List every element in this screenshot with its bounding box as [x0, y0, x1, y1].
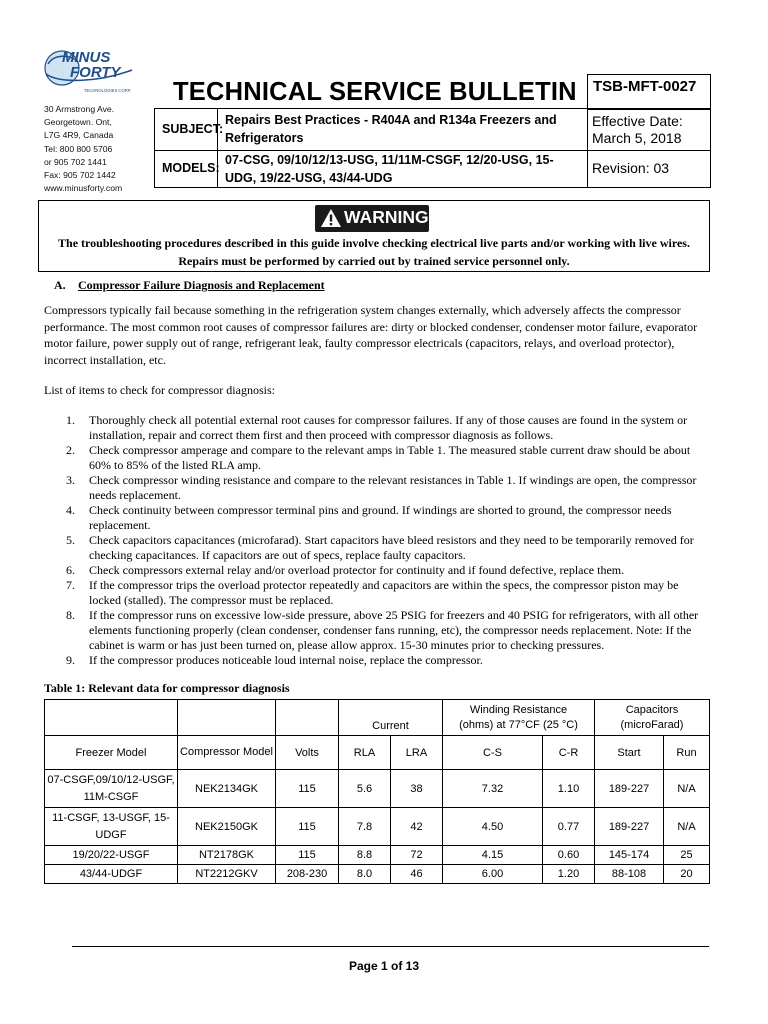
list-item	[44, 653, 712, 668]
table-cell: 4.50	[443, 808, 543, 846]
group-header-winding-line1: Winding Resistance	[469, 704, 568, 716]
table-cell: 43/44-UDGF	[45, 865, 178, 884]
table-cell: 189-227	[595, 770, 664, 808]
table-cell: 8.8	[339, 846, 391, 865]
column-header-lra: LRA	[391, 736, 443, 770]
table-cell: 8.0	[339, 865, 391, 884]
table-cell-empty	[276, 700, 339, 736]
address-line: L7G 4R9, Canada	[44, 130, 114, 141]
table-cell: 145-174	[595, 846, 664, 865]
address-line: Tel: 800 800 5706	[44, 143, 113, 154]
table-cell: 115	[276, 808, 339, 846]
table-caption: Table 1: Relevant data for compressor diagnosis	[44, 681, 290, 695]
section-letter: A.	[54, 278, 66, 292]
company-address	[44, 103, 122, 195]
table-cell: 25	[664, 846, 710, 865]
table-cell: 19/20/22-USGF	[45, 846, 178, 865]
item-text: Check continuity between compressor terminal pins and ground. If windings are shorted to ground, the compressor needs replacement.	[89, 503, 672, 532]
group-header-capacitors-line1: Capacitors	[625, 704, 679, 716]
table-group-header-row	[45, 700, 710, 736]
revision: Revision: 03	[592, 160, 670, 176]
table-cell: 42	[391, 808, 443, 846]
item-number: 4.	[66, 503, 75, 517]
table-cell-empty	[178, 700, 276, 736]
effective-date: March 5, 2018	[592, 130, 682, 146]
compressor-data-table	[44, 699, 710, 884]
warning-message: The troubleshooting procedures described in this guide involve checking electrical live parts and/or working with live wires. Repairs must be performed by carried out by trained service personnel only.	[58, 236, 690, 268]
column-header-freezer-model: Freezer Model	[45, 736, 178, 770]
table-row	[45, 865, 710, 884]
item-text: If the compressor trips the overload protector repeatedly and capacitors are within the specs, the compressor piston may be locked (stalled). The compressor must be replaced.	[89, 578, 679, 607]
table-cell: 7.8	[339, 808, 391, 846]
table-cell: 20	[664, 865, 710, 884]
list-intro: List of items to check for compressor diagnosis:	[44, 383, 275, 397]
logo-line1: MINUS	[62, 49, 111, 66]
item-number: 3.	[66, 473, 75, 487]
table-cell: 11-CSGF, 13-USGF, 15-UDGF	[45, 808, 178, 846]
table-cell: 1.20	[543, 865, 595, 884]
table-cell: 46	[391, 865, 443, 884]
table-row	[45, 770, 710, 808]
group-header-winding	[443, 700, 595, 736]
item-number: 2.	[66, 443, 75, 457]
effective-date-label: Effective Date:	[592, 113, 683, 129]
table-cell: 0.77	[543, 808, 595, 846]
company-logo	[40, 44, 140, 96]
item-number: 5.	[66, 533, 75, 547]
table-cell: 115	[276, 846, 339, 865]
item-text: Check compressor winding resistance and compare to the relevant resistances in Table 1. If windings are open, the compressor needs replacement.	[89, 473, 697, 502]
models-value: 07-CSG, 09/10/12/13-USG, 11/11M-CSGF, 12/20-USG, 15-UDG, 19/22-USG, 43/44-UDG	[225, 153, 554, 185]
list-item	[44, 503, 712, 533]
table-cell-empty	[45, 700, 178, 736]
item-text: Thoroughly check all potential external root causes for compressor failures. If any of those causes are found in the system or installation, repair and correct them first and then proceed with compressor diagnosis as follows.	[89, 413, 688, 442]
list-item	[44, 533, 712, 563]
table-cell: 72	[391, 846, 443, 865]
table-cell: 4.15	[443, 846, 543, 865]
table-cell: 1.10	[543, 770, 595, 808]
item-number: 8.	[66, 608, 75, 622]
header-table	[154, 108, 711, 188]
item-text: If the compressor produces noticeable loud internal noise, replace the compressor.	[89, 653, 483, 667]
warning-label: WARNING	[344, 207, 429, 227]
table-cell: 38	[391, 770, 443, 808]
table-cell: 5.6	[339, 770, 391, 808]
list-item	[44, 473, 712, 503]
group-header-winding-line2: (ohms) at 77°CF (25 °C)	[459, 719, 578, 731]
item-text: Check compressors external relay and/or overload protector for continuity and if found defective, replace them.	[89, 563, 625, 577]
diagnosis-checklist	[44, 413, 712, 668]
table-cell: 6.00	[443, 865, 543, 884]
address-line: or 905 702 1441	[44, 156, 107, 167]
table-cell: 88-108	[595, 865, 664, 884]
logo-line2: FORTY	[70, 64, 121, 81]
footer-divider	[72, 946, 709, 947]
item-number: 1.	[66, 413, 75, 427]
logo-graphic	[40, 44, 140, 96]
table-cell: 115	[276, 770, 339, 808]
logo-tagline: TECHNOLOGIES CORP.	[84, 88, 132, 93]
address-line: 30 Armstrong Ave.	[44, 104, 115, 114]
column-header-volts: Volts	[276, 736, 339, 770]
table-cell: NT2212GKV	[178, 865, 276, 884]
warning-icon	[320, 208, 342, 228]
item-text: Check capacitors capacitances (microfarad). Start capacitors have bleed resistors and they need to be temporarily removed for checking capacitances. If capacitors are out of specs, replace faulty capacitors.	[89, 533, 694, 562]
bulletin-number: TSB-MFT-0027	[593, 78, 697, 95]
page-number: Page 1 of 13	[348, 959, 420, 973]
item-number: 7.	[66, 578, 75, 592]
item-number: 9.	[66, 653, 75, 667]
table-cell: N/A	[664, 808, 710, 846]
table-cell: NEK2134GK	[178, 770, 276, 808]
address-website[interactable]: www.minusforty.com	[44, 183, 123, 194]
list-item	[44, 608, 712, 653]
column-header-rla: RLA	[339, 736, 391, 770]
models-label: MODELS:	[162, 161, 220, 175]
column-header-c-r: C-R	[543, 736, 595, 770]
group-header-current: Current	[339, 700, 443, 736]
column-header-compressor-model: Compressor Model	[178, 736, 276, 770]
table-header-row	[45, 736, 710, 770]
table-cell: 0.60	[543, 846, 595, 865]
document-title: TECHNICAL SERVICE BULLETIN	[173, 78, 577, 106]
column-header-start: Start	[595, 736, 664, 770]
section-title: Compressor Failure Diagnosis and Replacement	[78, 278, 325, 292]
table-cell: 189-227	[595, 808, 664, 846]
list-item	[44, 443, 712, 473]
subject-label: SUBJECT:	[162, 122, 224, 136]
table-cell: 208-230	[276, 865, 339, 884]
address-line: Georgetown. Ont,	[44, 117, 112, 128]
list-item	[44, 578, 712, 608]
address-line: Fax: 905 702 1442	[44, 170, 116, 181]
table-row	[45, 846, 710, 865]
table-cell: NT2178GK	[178, 846, 276, 865]
item-text: If the compressor runs on excessive low-side pressure, above 25 PSIG for freezers and 40 PSIG for refrigerators, with all other elements functioning properly (clean condenser, condenser fans running, etc), the compressor needs replacement. Note: If the cabinet is warm or has just been turned on, please allow approx. 15-30 minutes prior to checking pressures.	[89, 608, 699, 652]
group-header-capacitors-line2: (microFarad)	[620, 719, 684, 731]
table-cell: NEK2150GK	[178, 808, 276, 846]
column-header-run: Run	[664, 736, 710, 770]
intro-paragraph: Compressors typically fail because something in the refrigeration system changes externally, which adversely affects the compressor performance. The most common root causes of compressor failures are: dirty or blocked condenser, condenser motor failure, evaporator motor failure, power supply out of range, refrigerant leak, faulty compressor electricals (capacitors, relays, and overload protector), incorrect installation, etc.	[44, 303, 698, 367]
item-number: 6.	[66, 563, 75, 577]
table-cell: N/A	[664, 770, 710, 808]
group-header-capacitors	[595, 700, 710, 736]
item-text: Check compressor amperage and compare to the relevant amps in Table 1. The measured stable current draw should be about 60% to 85% of the listed RLA amp.	[89, 443, 691, 472]
list-item	[44, 563, 712, 578]
list-item	[44, 413, 712, 443]
table-cell: 07-CSGF,09/10/12-USGF, 11M-CSGF	[45, 770, 178, 808]
column-header-c-s: C-S	[443, 736, 543, 770]
table-cell: 7.32	[443, 770, 543, 808]
subject-value: Repairs Best Practices - R404A and R134a Freezers and Refrigerators	[225, 113, 557, 145]
table-row	[45, 808, 710, 846]
